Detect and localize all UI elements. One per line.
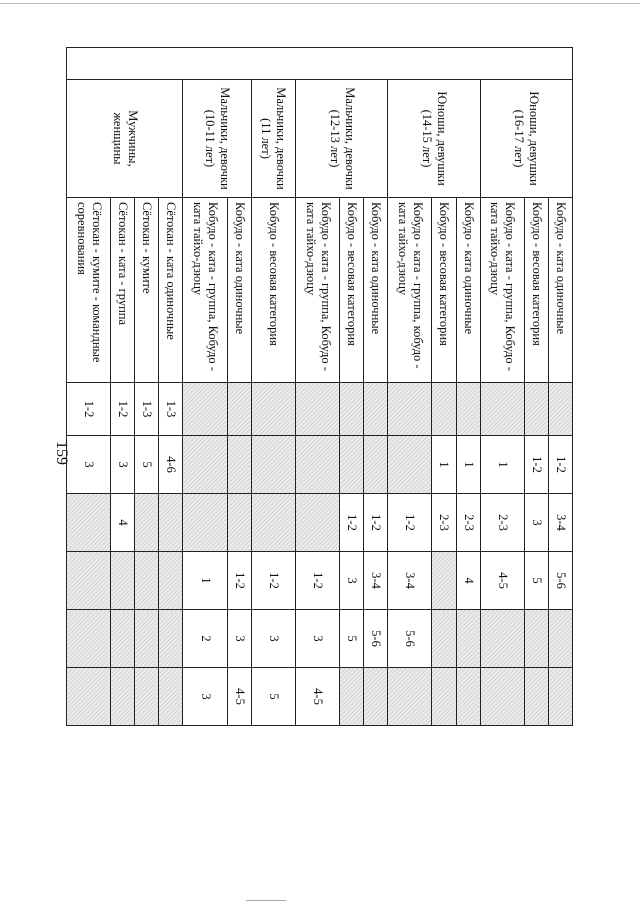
value-cell: 5	[135, 436, 159, 494]
value-cell: 1-2	[388, 494, 432, 552]
value-cell	[135, 552, 159, 610]
rotated-table	[66, 47, 573, 847]
value-cell	[67, 668, 111, 726]
value-cell: 4-5	[227, 668, 251, 726]
value-cell	[388, 436, 432, 494]
table-row	[364, 48, 388, 848]
value-cell	[67, 552, 111, 610]
value-cell	[524, 668, 548, 726]
value-cell	[548, 383, 572, 436]
value-cell	[183, 436, 227, 494]
age-group-cell: Юноши, девушки (14-15 лет)	[388, 80, 480, 198]
value-cell: 1-2	[524, 436, 548, 494]
value-cell: 3	[251, 610, 295, 668]
value-cell	[159, 552, 183, 610]
value-cell: 5	[251, 668, 295, 726]
discipline-cell: Кобудо - весовая категория	[432, 198, 456, 383]
value-cell	[340, 436, 364, 494]
value-cell: 2-3	[456, 494, 480, 552]
value-cell	[183, 383, 227, 436]
discipline-cell: Кобудо - ката одиночные	[227, 198, 251, 383]
value-cell: 4-5	[480, 552, 524, 610]
value-cell	[227, 383, 251, 436]
value-cell	[364, 668, 388, 726]
value-cell	[340, 668, 364, 726]
page-number: 159	[53, 441, 70, 465]
value-cell	[388, 668, 432, 726]
age-group-cell: Мальчики, девочки (12-13 лет)	[295, 80, 387, 198]
discipline-cell: Кобудо - ката одиночные	[548, 198, 572, 383]
table-row	[227, 48, 251, 848]
value-cell: 1	[456, 436, 480, 494]
value-cell	[432, 610, 456, 668]
value-cell: 1-2	[67, 383, 111, 436]
value-cell: 1-2	[251, 552, 295, 610]
value-cell: 5	[524, 552, 548, 610]
discipline-cell: Кобудо - ката - группа, Кобудо - ката тайхо-дзюцу	[295, 198, 339, 383]
age-group-cell: Мальчики, девочки (11 лет)	[251, 80, 295, 198]
value-cell	[159, 610, 183, 668]
value-cell	[295, 383, 339, 436]
value-cell: 3	[67, 436, 111, 494]
value-cell: 5	[340, 610, 364, 668]
value-cell: 5-6	[364, 610, 388, 668]
competition-table	[66, 47, 573, 848]
value-cell: 1	[432, 436, 456, 494]
value-cell	[251, 436, 295, 494]
value-cell: 3-4	[388, 552, 432, 610]
value-cell: 1-2	[295, 552, 339, 610]
value-cell	[432, 552, 456, 610]
value-cell	[183, 494, 227, 552]
value-cell	[432, 668, 456, 726]
value-cell	[295, 436, 339, 494]
value-cell	[135, 610, 159, 668]
discipline-cell: Кобудо - ката - группа, Кобудо - ката тайхо-дзюцу	[480, 198, 524, 383]
table-row	[251, 48, 295, 848]
value-cell	[480, 383, 524, 436]
value-cell: 1	[183, 552, 227, 610]
value-cell: 4-6	[159, 436, 183, 494]
value-cell	[159, 668, 183, 726]
value-cell	[111, 610, 135, 668]
table-row	[456, 48, 480, 848]
value-cell	[227, 494, 251, 552]
discipline-cell: Кобудо - весовая категория	[251, 198, 295, 383]
age-group-cell: Мужчины, женщины	[67, 80, 183, 198]
value-cell	[480, 610, 524, 668]
table-row	[159, 48, 183, 848]
value-cell	[524, 383, 548, 436]
value-cell: 1-2	[364, 494, 388, 552]
value-cell: 1-2	[111, 383, 135, 436]
value-cell	[340, 383, 364, 436]
discipline-cell: Сётокан - кумите - командные соревнования	[67, 198, 111, 383]
age-group-cell: Юноши, девушки (16-17 лет)	[480, 80, 572, 198]
value-cell	[111, 552, 135, 610]
value-cell: 3	[295, 610, 339, 668]
value-cell	[388, 383, 432, 436]
scan-edge-line	[0, 3, 640, 4]
discipline-cell: Кобудо - ката одиночные	[364, 198, 388, 383]
discipline-cell: Кобудо - ката - группа, кобудо - ката тайхо-дзюцу	[388, 198, 432, 383]
value-cell	[159, 494, 183, 552]
value-cell	[524, 610, 548, 668]
value-cell: 4	[111, 494, 135, 552]
value-cell: 4	[456, 552, 480, 610]
value-cell	[456, 668, 480, 726]
discipline-cell: Сётокан - кумите	[135, 198, 159, 383]
value-cell: 3-4	[364, 552, 388, 610]
discipline-cell: Кобудо - весовая категория	[340, 198, 364, 383]
value-cell	[67, 494, 111, 552]
value-cell	[111, 668, 135, 726]
value-cell: 2-3	[480, 494, 524, 552]
value-cell: 1-3	[159, 383, 183, 436]
value-cell: 2-3	[432, 494, 456, 552]
value-cell: 5-6	[548, 552, 572, 610]
value-cell	[251, 494, 295, 552]
value-cell	[432, 383, 456, 436]
value-cell	[227, 436, 251, 494]
value-cell	[456, 610, 480, 668]
value-cell	[548, 610, 572, 668]
table-container	[66, 47, 573, 847]
value-cell: 1	[480, 436, 524, 494]
value-cell	[364, 383, 388, 436]
value-cell: 3	[524, 494, 548, 552]
scan-edge-line	[246, 900, 286, 901]
discipline-cell: Сётокан - ката - группа	[111, 198, 135, 383]
value-cell	[135, 494, 159, 552]
table-row	[548, 48, 572, 848]
age-group-cell: Мальчики, девочки (10-11 лет)	[183, 80, 251, 198]
discipline-cell: Сётокан - ката одиночные	[159, 198, 183, 383]
value-cell	[480, 668, 524, 726]
value-cell: 2	[183, 610, 227, 668]
value-cell	[364, 436, 388, 494]
empty-column-cell	[67, 48, 573, 80]
value-cell: 1-2	[340, 494, 364, 552]
value-cell: 1-2	[548, 436, 572, 494]
value-cell	[135, 668, 159, 726]
discipline-cell: Кобудо - ката - группа, Кобудо - ката тайхо-дзюцу	[183, 198, 227, 383]
value-cell	[548, 668, 572, 726]
value-cell: 5-6	[388, 610, 432, 668]
value-cell: 3-4	[548, 494, 572, 552]
value-cell	[67, 610, 111, 668]
value-cell: 3	[227, 610, 251, 668]
value-cell: 1-2	[227, 552, 251, 610]
value-cell: 4-5	[295, 668, 339, 726]
value-cell	[456, 383, 480, 436]
discipline-cell: Кобудо - ката одиночные	[456, 198, 480, 383]
value-cell	[251, 383, 295, 436]
value-cell: 1-3	[135, 383, 159, 436]
value-cell	[295, 494, 339, 552]
value-cell: 3	[340, 552, 364, 610]
discipline-cell: Кобудо - весовая категория	[524, 198, 548, 383]
value-cell: 3	[183, 668, 227, 726]
value-cell: 3	[111, 436, 135, 494]
